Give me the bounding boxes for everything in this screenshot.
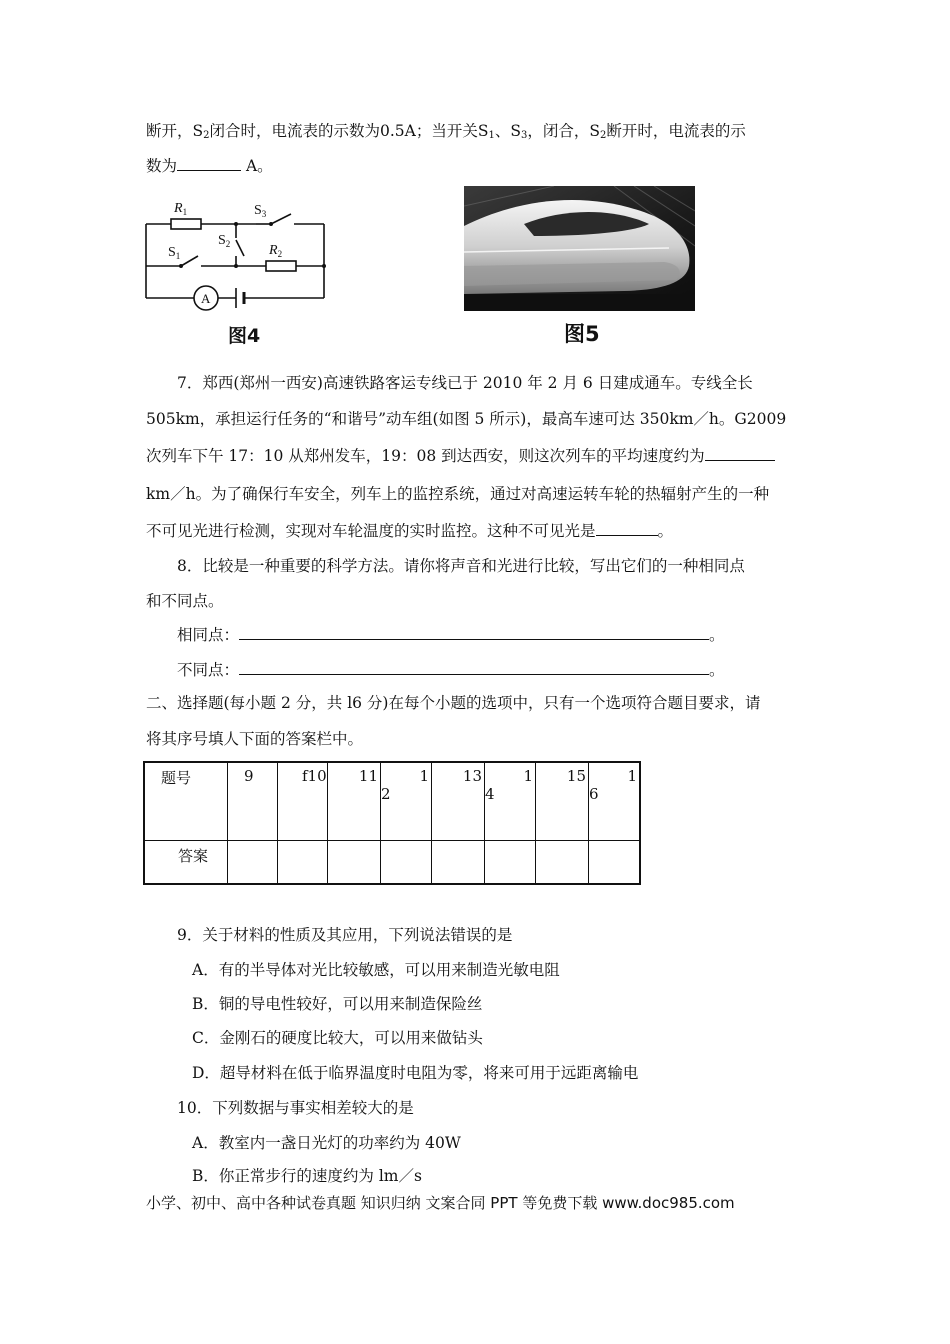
fig4-label: 图4 [228, 325, 261, 347]
answer-cell[interactable] [432, 840, 485, 884]
q7-line-5: 不可见光进行检测，实现对车轮温度的实时监控。这种不可见光是 。 [146, 522, 674, 540]
table-cell: 11 [328, 762, 381, 840]
answer-blank [596, 521, 658, 536]
q10-option-a: A．教室内一盏日光灯的功率约为 40W [192, 1134, 461, 1152]
q9-option-a: A．有的半导体对光比较敏感，可以用来制造光敏电阻 [192, 961, 560, 979]
q7-line-1: 7．郑西(郑州一西安)高速铁路客运专线已于 2010 年 2 月 6 日建成通车。专线全长 [177, 374, 753, 392]
q9-option-c: C．金刚石的硬度比较大，可以用来做钻头 [192, 1029, 483, 1047]
answer-blank [239, 660, 709, 675]
answer-cell[interactable] [589, 840, 641, 884]
fig5-label: 图5 [564, 322, 600, 346]
section2-line-2: 将其序号填人下面的答案栏中。 [146, 730, 364, 748]
answer-cell[interactable] [485, 840, 536, 884]
answer-cell[interactable] [328, 840, 381, 884]
answer-blank [239, 625, 709, 640]
table-row [144, 840, 640, 884]
table-cell: 1 4 [485, 762, 536, 840]
s2-label: $S_2$ [218, 233, 231, 249]
answer-cell[interactable] [228, 840, 278, 884]
table-cell: f10 [278, 762, 328, 840]
s1-label: $S_1$ [168, 245, 181, 261]
ammeter-label: A [201, 291, 211, 306]
r1-label: $R_1$ [174, 201, 188, 217]
q8-line-1: 8．比较是一种重要的科学方法。请你将声音和光进行比较，写出它们的一种相同点 [177, 557, 745, 575]
q8-diff-line: 不同点： 。 [177, 661, 725, 679]
circuit-diagram [136, 190, 336, 320]
q6-line-2: 数为 A。 [146, 157, 273, 175]
q9-option-d: D．超导材料在低于临界温度时电阻为零，将来可用于远距离输电 [192, 1064, 639, 1082]
q9-stem: 9．关于材料的性质及其应用，下列说法错误的是 [177, 926, 513, 944]
r2-label: $R_2$ [269, 243, 283, 259]
q7-line-4: km／h。为了确保行车安全，列车上的监控系统，通过对高速运转车轮的热辐射产生的一种 [146, 485, 770, 503]
q8-line-2: 和不同点。 [146, 592, 224, 610]
table-cell: 答案 [144, 840, 228, 884]
answer-blank [177, 156, 241, 171]
section2-line-1: 二、选择题(每小题 2 分，共 l6 分)在每个小题的选项中，只有一个选项符合题目要求，请 [146, 694, 761, 712]
table-cell: 1 2 [381, 762, 432, 840]
table-cell: 9 [228, 762, 278, 840]
q7-line-2: 505km，承担运行任务的“和谐号”动车组(如图 5 所示)，最高车速可达 350km／h。G2009 [146, 410, 787, 428]
q9-option-b: B．铜的导电性较好，可以用来制造保险丝 [192, 995, 483, 1013]
answer-cell[interactable] [381, 840, 432, 884]
answer-cell[interactable] [536, 840, 589, 884]
page-footer: 小学、初中、高中各种试卷真题 知识归纳 文案合同 PPT 等免费下载 www.doc985.com [146, 1194, 735, 1212]
table-cell: 1 6 [589, 762, 641, 840]
table-cell: 15 [536, 762, 589, 840]
q7-line-3: 次列车下午 17：10 从郑州发车，19：08 到达西安，则这次列车的平均速度约为 [146, 446, 775, 466]
table-cell: 13 [432, 762, 485, 840]
q8-same-line: 相同点： 。 [177, 626, 725, 644]
answer-cell[interactable] [278, 840, 328, 884]
q10-option-b: B．你正常步行的速度约为 lm／s [192, 1167, 422, 1185]
table-row [144, 762, 640, 840]
table-cell: 题号 [144, 762, 228, 840]
q10-stem: 10．下列数据与事实相差较大的是 [177, 1099, 414, 1117]
answer-blank [705, 446, 775, 461]
answer-table [143, 761, 641, 885]
q6-line-1: 断开，$S_2$闭合时，电流表的示数为0.5A；当开关$S_1$、$S_3$，闭合，$S_2$断开时，电流表的示 [146, 122, 746, 141]
s3-label: $S_3$ [254, 203, 267, 219]
train-photo [464, 186, 695, 311]
